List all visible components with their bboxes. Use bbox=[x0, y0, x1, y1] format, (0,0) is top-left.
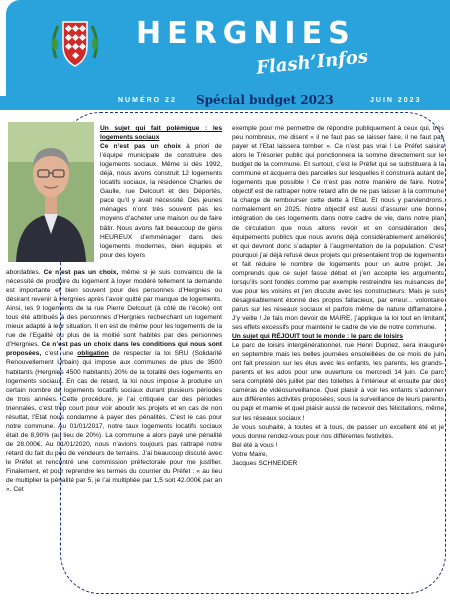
masthead-subtitle: Flash’Infos bbox=[255, 46, 369, 79]
paragraph-text: même si je suis convaincu de la nécessité de produire du logement à loyer modéré tellement la demande est importante et bien souvent pour des personnes d’Hergnies ou désirant revenir à Hergnies après l’avoir quitté par manque de logements. Ainsi, les 9 logements de la rue Pierre Delcourt (à côté de l’école) ont tous été attribués à des personnes d’Hergnies recherchant un logement mieux adapté à leur situation. Il en est de même pour les logements de la rue de l’Egalité ou plus de la moitié sont habités par des personnes d’Hergnies. bbox=[6, 269, 222, 349]
signoff-text: Votre Maire, bbox=[232, 450, 268, 458]
article-body-column bbox=[6, 268, 222, 494]
paragraph-text: exemple pour me permettre de répondre publiquement à ceux qui, très peu nombreux, me disent « il ne faut pas se laisser faire, il ne faut pas payer et l’Etat laissera tomber ». Ce n’est pas vrai ! Le Préfet saisira alors le Trésorier public qui ponctionnera la somme directement sur le budget de la commune. Et surtout, c’est le Préfet qui se substituera à la commune et acquerra des parcelles sur lesquelles il construira autant de logements que possible ! Ce n’est pas notre manière de faire. Notre objectif est de rattraper notre retard afin de ne pas laisser à la commune la charge de rembourser cette dette à l’Etat. Et nous y parviendrons, normalement en 2025. Notre objectif est aussi d’assurer une bonne intégration de ces logements dans notre cadre de vie, dans notre plan de circulation que nous allons revoir et en considération des équipements publics que nous avons déjà considérablement améliorés et qui devront donc s’adapter à l’augmentation de la population. C’est pourquoi j’ai déjà refusé deux projets qui présentaient trop de logements et fait réduire le nombre de logements pour un autre projet. Je comprends que ce sujet fasse débat et j’en accepte les arguments lorsqu’ils sont fondés comme par exemple restreindre les nuisances de vue pour les voisins et j’en discute avec les constructeurs. Mais je suis désagréablement étonné des propos fallacieux, par erreur... volontaire parus sur les réseaux sociaux et parfois même de nature diffamatoire. J’y veille ! Je fais mon devoir de MAIRE, j’applique la loi tout en limitant ses effets excessifs pour maintenir le cadre de vie de notre commune. bbox=[232, 125, 444, 332]
paragraph-text: abordables. bbox=[6, 269, 41, 276]
right-column bbox=[232, 124, 444, 468]
mayor-photo bbox=[8, 122, 94, 262]
masthead-title: HERGNIES bbox=[136, 16, 356, 51]
paragraph-text: à priori de l’équipe municipale de construire des logements sociaux. Même si dès 1992, déjà, nous avons construit 12 logements locatifs sociaux, la résidence Charles de Gaulle, rue Delcourt et des Déportés, pace qu’il y avait nécessité. Des jeunes ménages n’ont très souvent pas les moyens d’acheter une maison ou de faire bâtir. Nous avons fait beaucoup de gens HEUREUX d’emménager dans des logements modernes, bien équipés et pour des loyers bbox=[100, 143, 222, 259]
inline-bold: Ce n’est pas un choix, bbox=[43, 269, 119, 276]
paragraph-text: Le parc de loisirs intergénérationnel, rue Henri Dupriez, sera inauguré en septembre mais les belles journées ensoleillées de ce mois de juin ont fait pression sur les élus avec les enfants, les parents, les grands-parents et les ados pour une ouverture ce mercredi 14 juin. Ce parc sera complété dès juillet par des toilettes à l’intérieur et ensuite par des caméras de vidéosurveillance. Quel plaisir à voir les enfants s’adonner aux différentes activités proposées, sous la surveillance de leurs parents ou papi et mamie et quel plaisir aussi de recevoir des félicitations, même sur les réseaux sociaux ! bbox=[232, 342, 444, 422]
coat-of-arms-icon bbox=[46, 14, 104, 72]
issue-date: JUIN 2023 bbox=[370, 97, 422, 104]
farewell-text: Bel été à vous ! bbox=[232, 441, 278, 449]
obligation-keyword: obligation bbox=[77, 350, 109, 358]
signature-name: Jacques SCHNEIDER bbox=[232, 459, 298, 467]
lead-bold: Ce n’est pas un choix bbox=[100, 143, 181, 151]
article-intro-column bbox=[100, 124, 222, 260]
section-title: Un sujet qui RÉJOUIT tout le monde : le parc de loisirs bbox=[232, 333, 404, 341]
closing-text: Je vous souhaite, à toutes et à tous, de passer un excellent été et je vous donne rendez-vous pour nos différentes festivités. bbox=[232, 423, 444, 440]
paragraph-text: c’est une bbox=[45, 350, 74, 358]
article-title: Un sujet qui fait polémique : les logements sociaux bbox=[100, 125, 222, 142]
special-edition-title: Spécial budget 2023 bbox=[196, 93, 334, 107]
inline-bold: Ce n’est pas un choix dans les conditions qui nous sont proposées, bbox=[6, 341, 222, 358]
paragraph-text: de respecter la loi SRU (Solidarité Renouvellement Urbain) qui impose aux communes de plus de 3500 habitants (Hergnies 4500 habitants) 20% de la totalité des logements en logements sociaux. En cas de retard, la loi nous impose à produire un certain nombre de logements locatifs sociaux durant plusieurs périodes de trois années. Cette procédure, je l’ai critiquée car des périodes triennales, c’est trop court pour voir aboutir les projets et en cas de non résultat, l’Etat nous condamne à payer des pénalités. C’est le cas pour notre commune. Au 01/01/2017, notre taux logements locatifs sociaux était de 8,90% (au lieu de 20%). La commune a alors payé une pénalité de 28.000€. Au 01/01/2020, nous n’avions toujours pas rattrapé notre retard du fait du peu de vendeurs de terrains. J’ai beaucoup discuté avec le Préfet et rencontré une commission préfectorale pour me justifier. Finalement, et pour reprendre les termes du courrier du Préfet : « au lieu de multiplier la pénalité par 5, je l’ai multipliée par 1,5 soit 42.000€ par an ». Cet bbox=[6, 350, 222, 494]
issue-number: NUMÉRO 22 bbox=[118, 97, 177, 104]
masthead-banner bbox=[6, 0, 450, 96]
